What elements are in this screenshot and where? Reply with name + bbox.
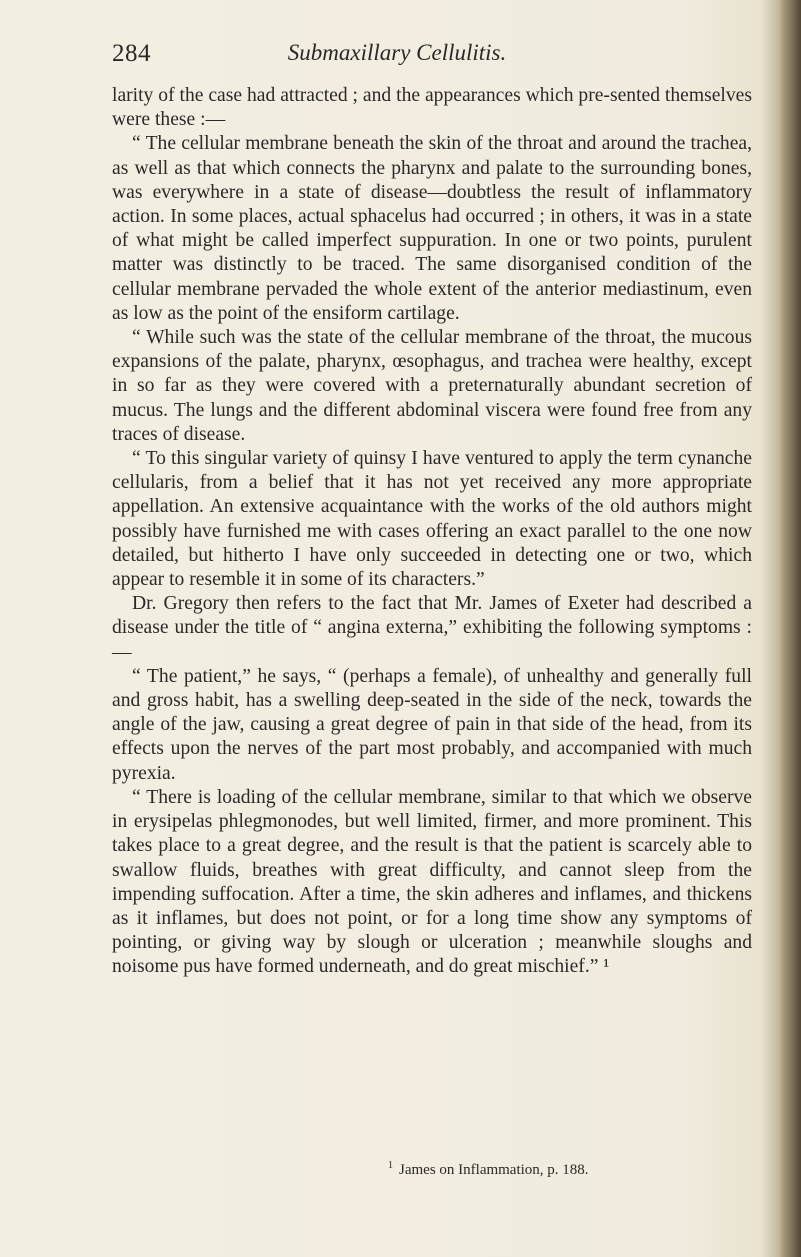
body-text: [112, 84, 752, 980]
page-edge-shadow: [779, 0, 801, 1257]
paragraph: larity of the case had attracted ; and the appearances which pre-sented themselves were these :—: [112, 85, 752, 131]
running-title: Submaxillary Cellulitis.: [287, 40, 507, 65]
paragraph: “ While such was the state of the cellular membrane of the throat, the mucous expansions of the palate, pharynx, œsophagus, and trachea were healthy, except in so far as they were covered with a preternaturally abundant secretion of mucus. The lungs and the different abdominal viscera were found free from any traces of disease.: [112, 327, 752, 445]
footnote-marker: 1: [388, 1160, 393, 1171]
page-number: 284: [112, 40, 151, 67]
paragraph: “ The cellular membrane beneath the skin of the throat and around the trachea, as well as that which connects the pharynx and palate to the surrounding bones, was everywhere in a state of disease—doubtless the result of inflammatory action. In some places, actual sphacelus had occurred ; in others, it was in a state of what might be called imperfect suppuration. In one or two points, purulent matter was distinctly to be traced. The same disorganised condition of the cellular membrane pervaded the whole extent of the anterior mediastinum, even as low as the point of the ensiform cartilage.: [112, 133, 752, 324]
paragraph: “ To this singular variety of quinsy I have ventured to apply the term cynanche cellularis, from a belief that it has not yet received any more appropriate appellation. An extensive acquaintance with the works of the old authors might possibly have furnished me with cases offering an exact parallel to the one now detailed, but hitherto I have only succeeded in detecting one or two, which appear to resemble it in some of its characters.”: [112, 448, 752, 591]
page-header: [112, 40, 722, 76]
paragraph: “ There is loading of the cellular membrane, similar to that which we observe in erysipelas phlegmonodes, but well limited, firmer, and more prominent. This takes place to a great degree, and the result is that the patient is scarcely able to swallow fluids, breathes with great difficulty, and cannot sleep from the impending suffocation. After a time, the skin adheres and inflames, and thickens as it inflames, but does not point, or for a long time show any symptoms of pointing, or giving way by slough or ulceration ; meanwhile sloughs and noisome pus have formed underneath, and do great mischief.” ¹: [112, 786, 752, 978]
footnote: [388, 1160, 748, 1179]
paragraph: Dr. Gregory then refers to the fact that Mr. James of Exeter had described a disease under the title of “ angina externa,” exhibiting the following symptoms :—: [112, 593, 752, 663]
paragraph: “ The patient,” he says, “ (perhaps a female), of unhealthy and generally full and gross habit, has a swelling deep-seated in the side of the neck, towards the angle of the jaw, causing a great degree of pain in that side of the head, from its effects upon the nerves of the part most probably, and accompanied with much pyrexia.: [112, 665, 752, 784]
footnote-text: James on Inflammation, p. 188.: [399, 1162, 589, 1178]
